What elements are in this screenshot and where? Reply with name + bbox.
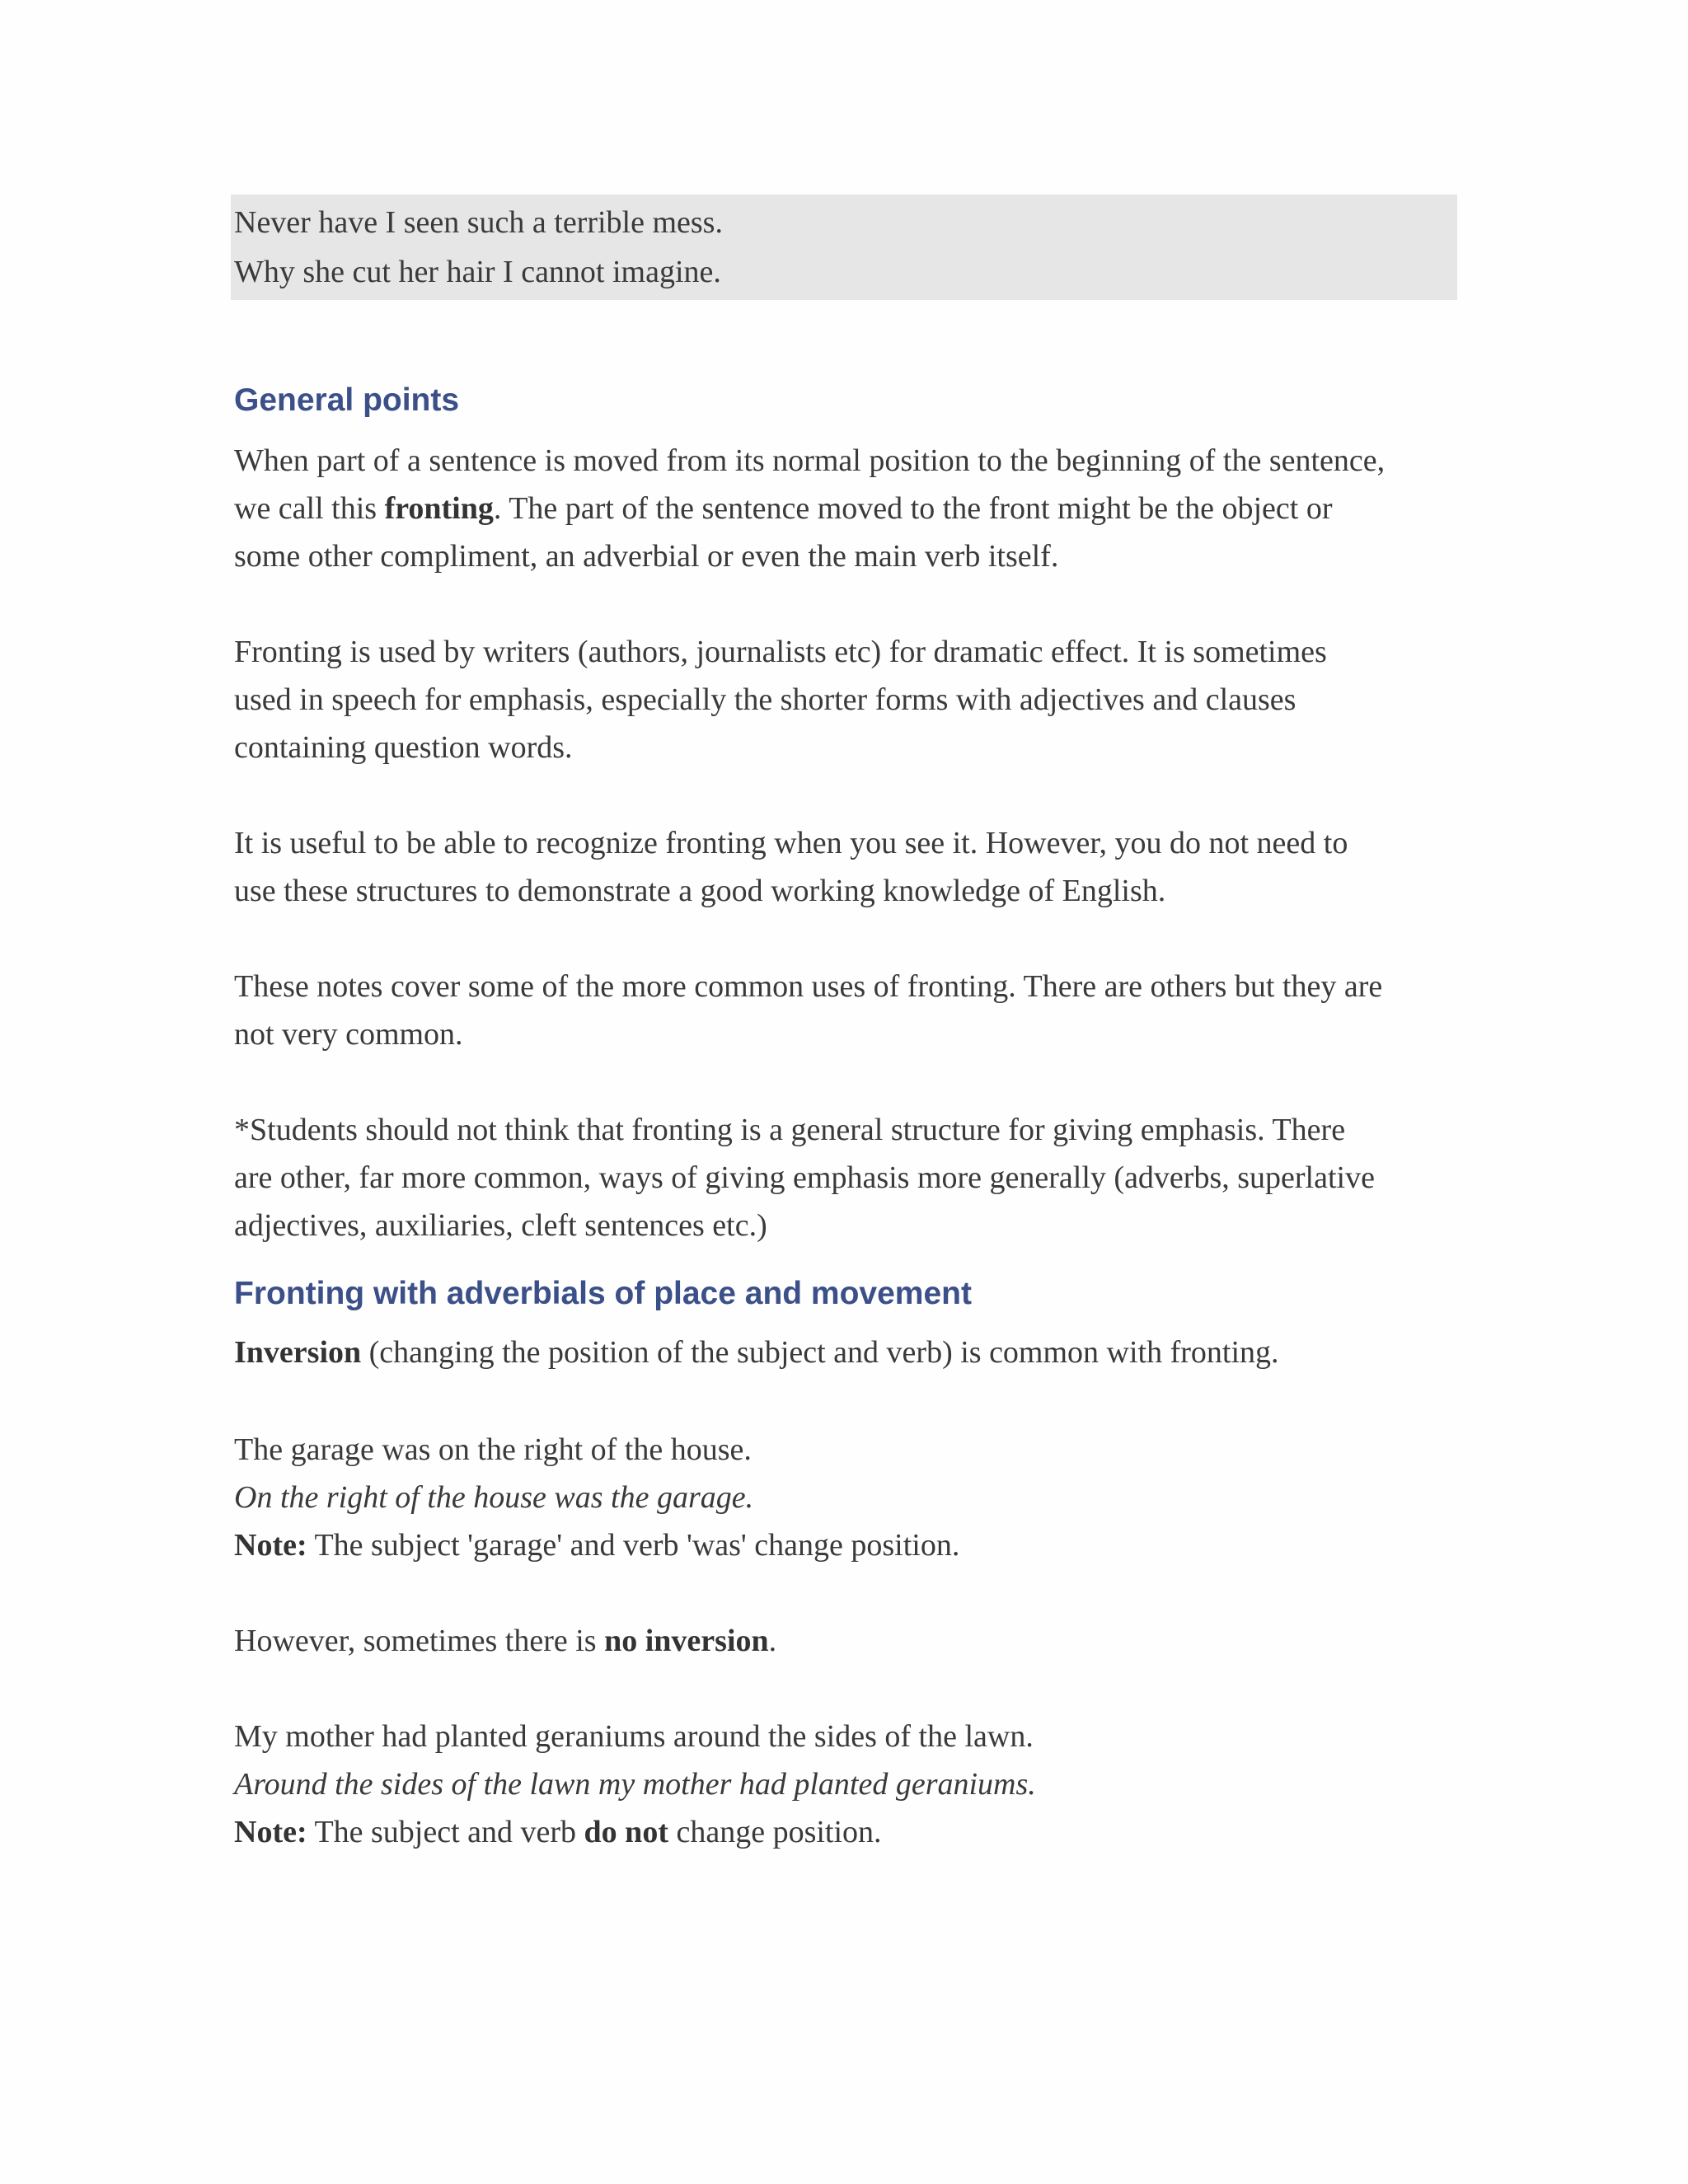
bold-term: do not: [584, 1815, 668, 1849]
paragraph-line: adjectives, auxiliaries, cleft sentences etc.): [234, 1208, 767, 1243]
example-note: [234, 1808, 1462, 1856]
note-label: Note:: [234, 1815, 307, 1849]
document-page: [234, 194, 1462, 1856]
section-heading-adverbials: Fronting with adverbials of place and movement: [234, 1276, 972, 1311]
example-note: [234, 1521, 1462, 1569]
paragraph: [234, 819, 1462, 915]
bold-term: fronting: [384, 491, 494, 526]
example-normal: My mother had planted geraniums around the sides of the lawn.: [234, 1719, 1034, 1754]
paragraph-line: When part of a sentence is moved from its normal position to the beginning of the sentence,: [234, 443, 1386, 478]
paragraph: [234, 963, 1462, 1058]
text-run: . The part of the sentence moved to the front might be the object or: [493, 491, 1333, 526]
text-run: However, sometimes there is: [234, 1624, 605, 1658]
example-box: [231, 194, 1457, 300]
paragraph: [234, 1617, 1462, 1665]
paragraph-line: [234, 1329, 1462, 1376]
example-fronted: [234, 1760, 1462, 1808]
bold-term: Inversion: [234, 1335, 362, 1370]
paragraph-line: Fronting is used by writers (authors, journalists etc) for dramatic effect. It is sometimes: [234, 635, 1327, 669]
example-line: Never have I seen such a terrible mess.: [234, 205, 723, 240]
paragraph-line: some other compliment, an adverbial or even the main verb itself.: [234, 539, 1059, 574]
paragraph-line: It is useful to be able to recognize fronting when you see it. However, you do not need to: [234, 826, 1348, 860]
paragraph: [234, 628, 1462, 771]
paragraph: [234, 1329, 1462, 1376]
paragraph-line: are other, far more common, ways of giving emphasis more generally (adverbs, superlative: [234, 1160, 1375, 1195]
text-run: change position.: [668, 1815, 882, 1849]
paragraph-line: containing question words.: [234, 730, 573, 765]
bold-term: no inversion: [604, 1624, 769, 1658]
text-run: (changing the position of the subject and verb) is common with fronting.: [361, 1335, 1279, 1370]
paragraph-line: These notes cover some of the more common uses of fronting. There are others but they are: [234, 969, 1383, 1004]
text-run: .: [768, 1624, 777, 1658]
example-line: Why she cut her hair I cannot imagine.: [234, 255, 721, 289]
paragraph-line: [234, 1617, 1462, 1665]
text-run: The subject 'garage' and verb 'was' change position.: [307, 1528, 960, 1563]
text-run: we call this: [234, 491, 385, 526]
paragraph-line: [234, 485, 1462, 532]
note-label: Note:: [234, 1528, 307, 1563]
example-block: [234, 1713, 1462, 1856]
italic-text: On the right of the house was the garage.: [234, 1480, 754, 1515]
paragraph: [234, 1106, 1462, 1249]
paragraph-line: not very common.: [234, 1017, 463, 1052]
paragraph-line: use these structures to demonstrate a good working knowledge of English.: [234, 874, 1166, 908]
paragraph-line: used in speech for emphasis, especially the shorter forms with adjectives and clauses: [234, 682, 1296, 717]
example-normal: The garage was on the right of the house.: [234, 1432, 752, 1467]
section-heading-general-points: General points: [234, 382, 460, 418]
example-block: [234, 1426, 1462, 1569]
italic-text: Around the sides of the lawn my mother had planted geraniums.: [234, 1767, 1036, 1802]
paragraph: [234, 437, 1462, 580]
text-run: The subject and verb: [307, 1815, 584, 1849]
paragraph-line: *Students should not think that fronting is a general structure for giving emphasis. There: [234, 1113, 1346, 1147]
example-fronted: [234, 1474, 1462, 1521]
